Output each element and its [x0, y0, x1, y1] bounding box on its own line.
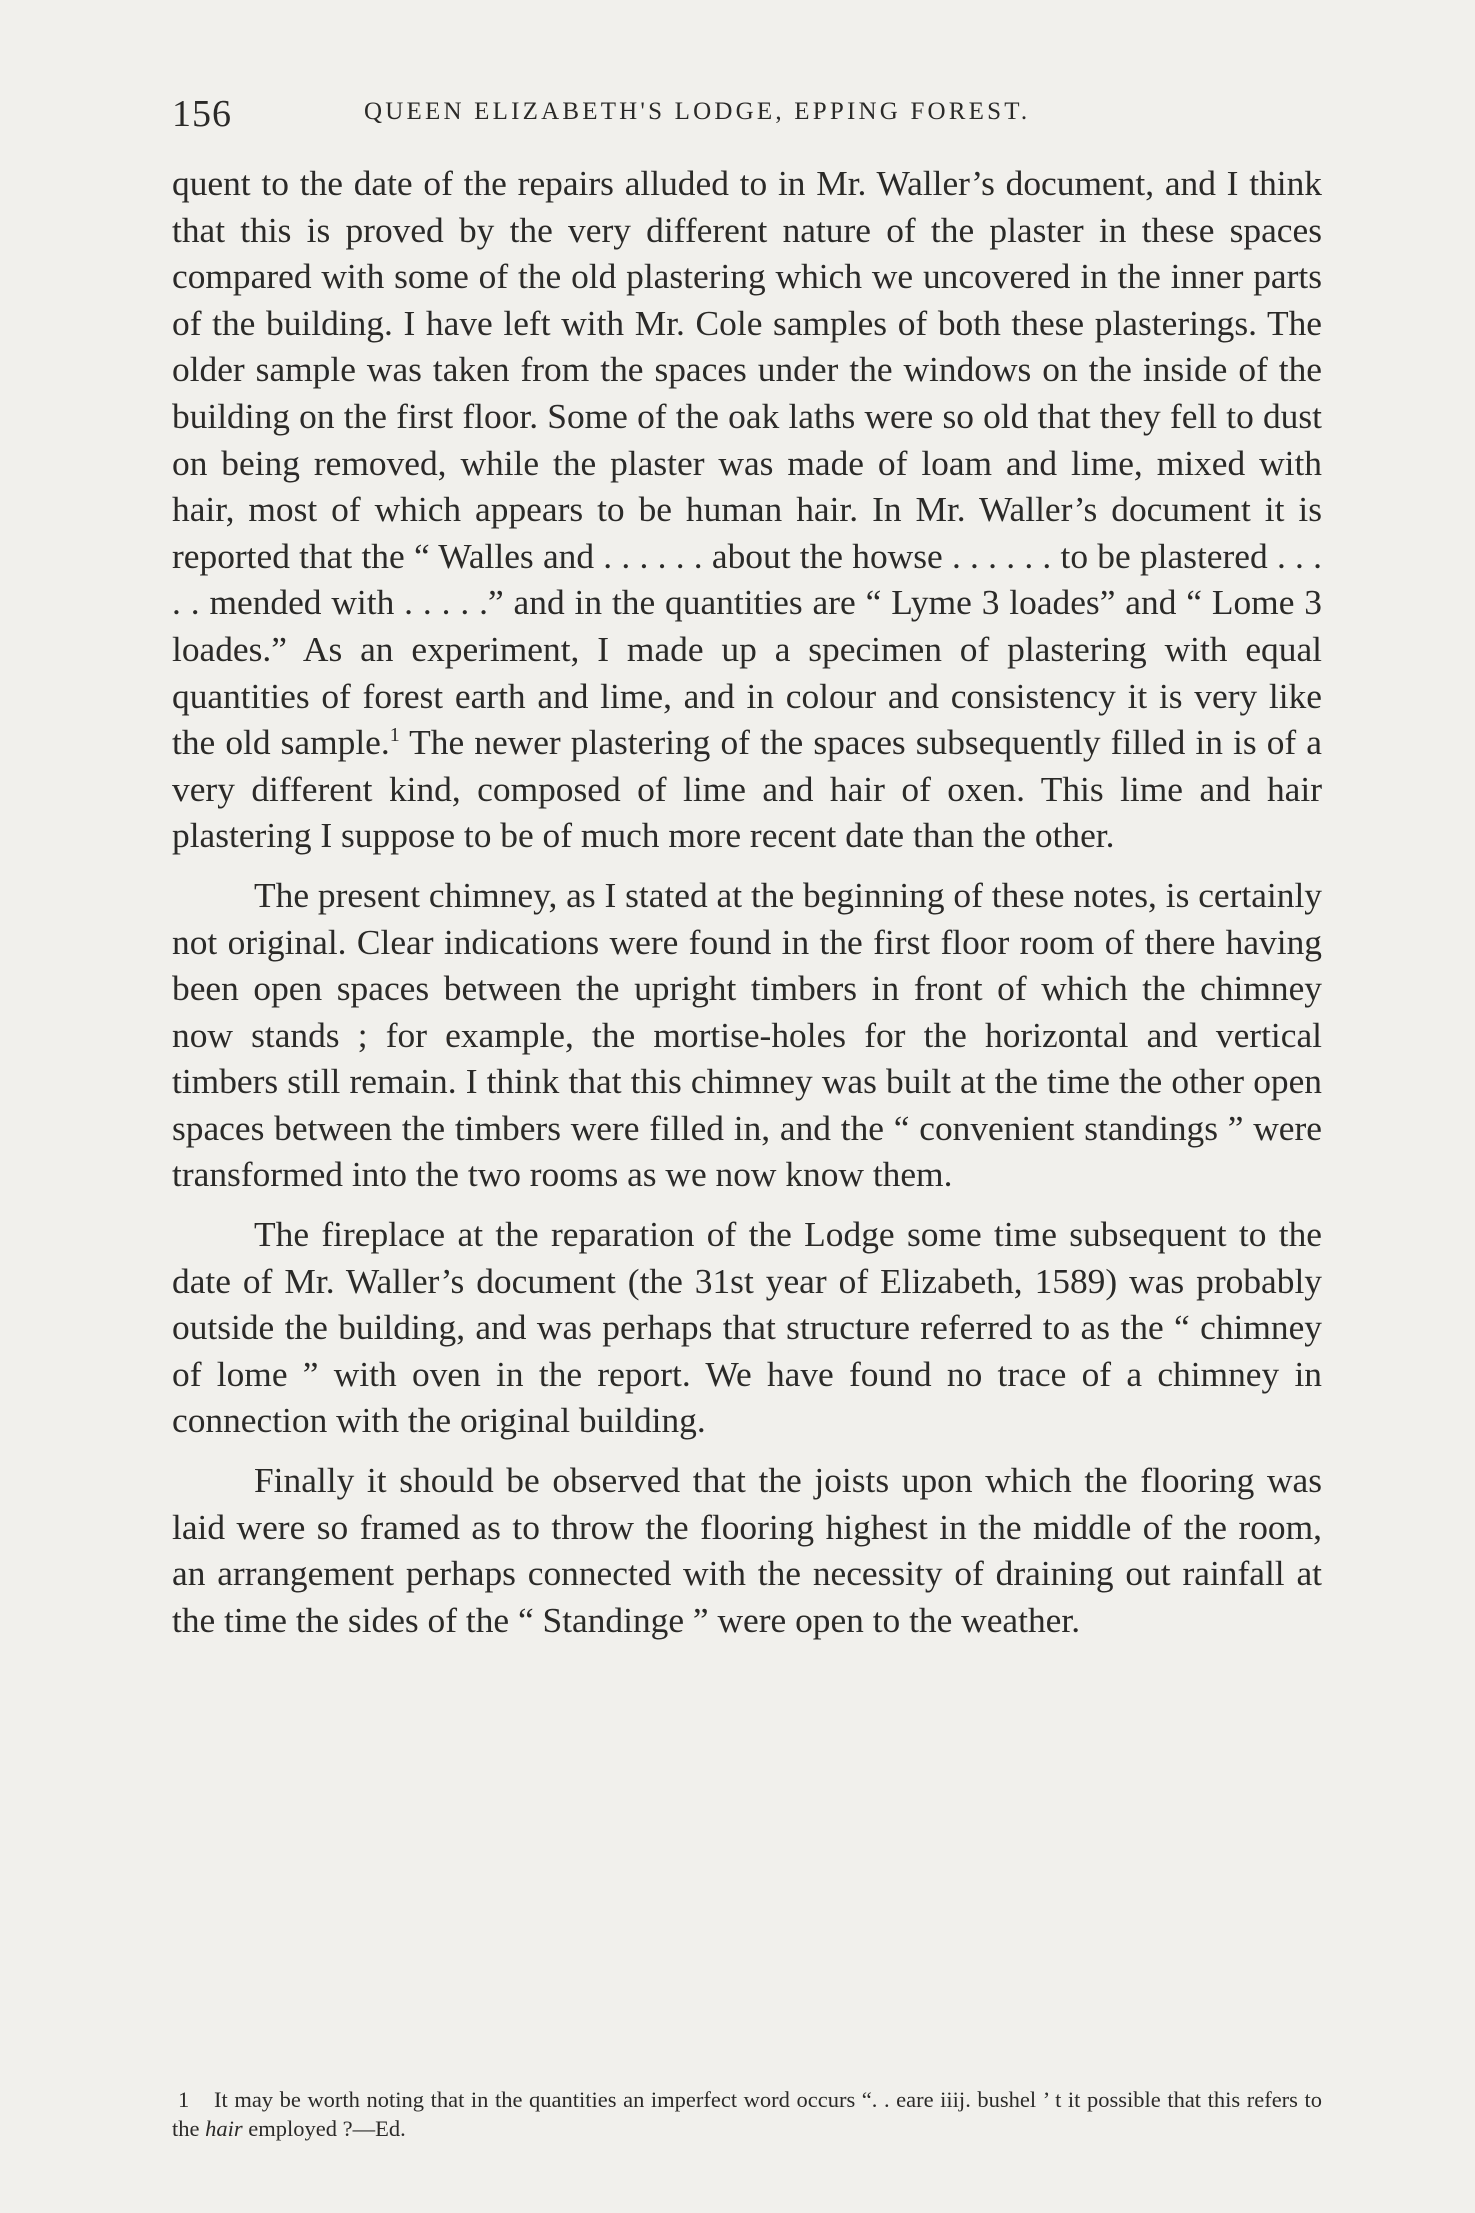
- paragraph-text-continued: The newer plastering of the spaces subsequently filled in is of a very different kind, composed of lime and hair of oxen. This lime and hair plastering I suppose to be of much more recent date than the other.: [172, 722, 1322, 856]
- footnote-reference[interactable]: 1: [389, 724, 400, 747]
- paragraph-plastering: [172, 160, 1322, 859]
- paragraph-fireplace: The fireplace at the reparation of the Lodge some time subsequent to the date of Mr. Waller’s document (the 31st year of Elizabeth, 1589) was probably outside the building, and was perhaps that structure referred to as the “ chimney of lome ” with oven in the report. We have found no trace of a chimney in connection with the original building.: [172, 1214, 1322, 1441]
- page-number: 156: [172, 93, 232, 135]
- footnote-text: It may be worth noting that in the quantities an imperfect word occurs “. . eare iiij. bushel ’ t it possible that this refers to the: [172, 2087, 1322, 2141]
- running-head: [172, 92, 1322, 135]
- running-title: QUEEN ELIZABETH'S LODGE, EPPING FOREST.: [364, 98, 1031, 125]
- footnote-number: 1: [178, 2087, 190, 2112]
- body-text: [172, 160, 1322, 1643]
- paragraph-text: quent to the date of the repairs alluded to in Mr. Waller’s document, and I think that this is proved by the very different nature of the plaster in these spaces compared with some of the old plastering which we uncovered in the inner parts of the building. I have left with Mr. Cole samples of both these plasterings. The older sample was taken from the spaces under the windows on the inside of the building on the first floor. Some of the oak laths were so old that they fell to dust on being removed, while the plaster was made of loam and lime, mixed with hair, most of which appears to be human hair. In Mr. Waller’s document it is reported that the “ Walles and . . . . . . about the howse . . . . . . to be plastered . . . . . mended with . . . . .” and in the quantities are “ Lyme 3 loades” and “ Lome 3 loades.” As an experiment, I made up a specimen of plastering with equal quantities of forest earth and lime, and in colour and consistency it is very like the old sample.: [172, 163, 1322, 763]
- paragraph-chimney: The present chimney, as I stated at the beginning of these notes, is certainly not original. Clear indications were found in the first floor room of there having been open spaces between the upright timbers in front of which the chimney now stands ; for example, the mortise-holes for the horizontal and vertical timbers still remain. I think that this chimney was built at the time the other open spaces between the timbers were filled in, and the “ convenient standings ” were transformed into the two rooms as we now know them.: [172, 874, 1322, 1195]
- footnote-text-end: employed ?—Ed.: [242, 2116, 406, 2141]
- footnote: [172, 2085, 1322, 2143]
- footnote-italic-word: hair: [205, 2116, 243, 2141]
- paragraph-flooring: Finally it should be observed that the joists upon which the flooring was laid were so framed as to throw the flooring highest in the middle of the room, an arrangement perhaps connected with the necessity of draining out rainfall at the time the sides of the “ Standinge ” were open to the weather.: [172, 1460, 1322, 1640]
